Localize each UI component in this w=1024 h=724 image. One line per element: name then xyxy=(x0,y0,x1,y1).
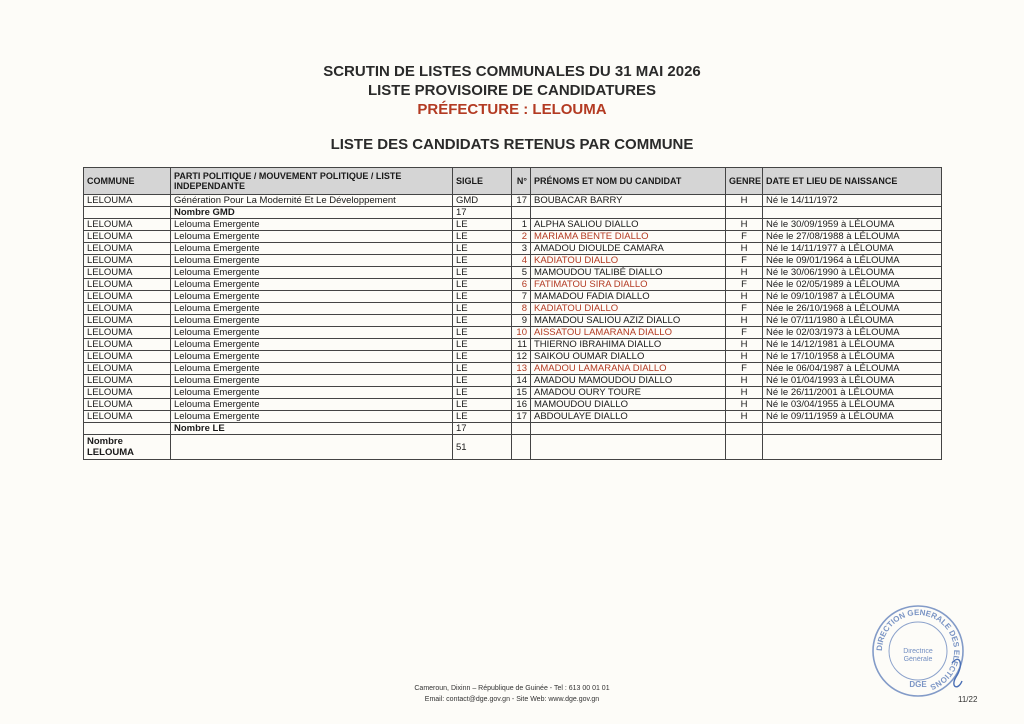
cell-commune: LELOUMA xyxy=(84,303,171,315)
cell-commune: LELOUMA xyxy=(84,387,171,399)
cell-commune: LELOUMA xyxy=(84,243,171,255)
table-row xyxy=(84,279,942,291)
cell-no: 15 xyxy=(512,387,531,399)
cell-nom: FATIMATOU SIRA DIALLO xyxy=(531,279,726,291)
cell-no: 14 xyxy=(512,375,531,387)
cell-genre: H xyxy=(726,399,763,411)
cell-sigle: LE xyxy=(453,399,512,411)
table-row xyxy=(84,195,942,207)
cell-sigle: LE xyxy=(453,219,512,231)
cell-naissance: Née le 02/03/1973 à LÉLOUMA xyxy=(763,327,942,339)
cell-genre: H xyxy=(726,243,763,255)
cell-genre: H xyxy=(726,195,763,207)
cell-no: 2 xyxy=(512,231,531,243)
cell-genre: F xyxy=(726,255,763,267)
cell-naissance: Né le 09/10/1987 à LÉLOUMA xyxy=(763,291,942,303)
table-row xyxy=(84,375,942,387)
cell-sigle: LE xyxy=(453,351,512,363)
cell-nom: ABDOULAYE DIALLO xyxy=(531,411,726,423)
cell-genre: H xyxy=(726,339,763,351)
cell-parti: Lelouma Emergente xyxy=(171,375,453,387)
col-header-sigle: SIGLE xyxy=(453,168,512,195)
cell-naissance: Né le 30/06/1990 à LÉLOUMA xyxy=(763,267,942,279)
cell-nom: AMADOU DIOULDE CAMARA xyxy=(531,243,726,255)
cell-parti: Lelouma Emergente xyxy=(171,219,453,231)
cell-sigle: LE xyxy=(453,255,512,267)
cell-sigle: LE xyxy=(453,231,512,243)
cell-parti: Lelouma Emergente xyxy=(171,339,453,351)
cell-nom: MAMOUDOU TALIBÉ DIALLO xyxy=(531,267,726,279)
cell-commune: LELOUMA xyxy=(84,219,171,231)
cell-naissance: Née le 27/08/1988 à LÉLOUMA xyxy=(763,231,942,243)
cell-genre: H xyxy=(726,267,763,279)
cell-naissance: Né le 14/11/1977 à LÉLOUMA xyxy=(763,243,942,255)
cell-naissance: Née le 26/10/1968 à LÉLOUMA xyxy=(763,303,942,315)
cell-no: 12 xyxy=(512,351,531,363)
cell-sigle: GMD xyxy=(453,195,512,207)
table-row xyxy=(84,315,942,327)
stamp-bottom-text: DGE xyxy=(909,680,927,689)
list-subtitle: LISTE DES CANDIDATS RETENUS PAR COMMUNE xyxy=(330,136,694,153)
cell-commune: LELOUMA xyxy=(84,351,171,363)
cell-no: 11 xyxy=(512,339,531,351)
cell-genre: F xyxy=(726,327,763,339)
cell-commune: LELOUMA xyxy=(84,363,171,375)
table-row xyxy=(84,363,942,375)
cell-nom: AMADOU OURY TOURE xyxy=(531,387,726,399)
cell-nom: MAMADOU FADIA DIALLO xyxy=(531,291,726,303)
col-header-naissance: DATE ET LIEU DE NAISSANCE xyxy=(763,168,942,195)
cell-genre: F xyxy=(726,231,763,243)
cell-naissance: Né le 26/11/2001 à LÉLOUMA xyxy=(763,387,942,399)
cell-sigle: LE xyxy=(453,315,512,327)
cell-genre: H xyxy=(726,351,763,363)
cell-sigle: LE xyxy=(453,339,512,351)
subtotal-label: Nombre LE xyxy=(171,423,453,435)
cell-nom: SAIKOU OUMAR DIALLO xyxy=(531,351,726,363)
cell-sigle: LE xyxy=(453,267,512,279)
table-row xyxy=(84,387,942,399)
cell-naissance: Né le 07/11/1980 à LÉLOUMA xyxy=(763,315,942,327)
stamp-ring-text: DIRECTION GENERALE DES ELECTIONS xyxy=(874,607,962,692)
cell-sigle: LE xyxy=(453,327,512,339)
subtotal-count: 17 xyxy=(453,423,512,435)
cell-parti: Lelouma Emergente xyxy=(171,363,453,375)
cell-naissance: Né le 09/11/1959 à LÉLOUMA xyxy=(763,411,942,423)
cell-naissance: Né le 14/11/1972 xyxy=(763,195,942,207)
cell-sigle: LE xyxy=(453,363,512,375)
cell-nom: BOUBACAR BARRY xyxy=(531,195,726,207)
cell-commune: LELOUMA xyxy=(84,195,171,207)
subtotal-row xyxy=(84,207,942,219)
cell-genre: H xyxy=(726,315,763,327)
cell-nom: THIERNO IBRAHIMA DIALLO xyxy=(531,339,726,351)
cell-commune: LELOUMA xyxy=(84,327,171,339)
cell-commune: LELOUMA xyxy=(84,267,171,279)
table-row xyxy=(84,267,942,279)
cell-sigle: LE xyxy=(453,243,512,255)
footer-contact: Email: contact@dge.gov.gn - Site Web: www.dge.gov.gn xyxy=(424,696,600,703)
cell-sigle: LE xyxy=(453,411,512,423)
cell-naissance: Née le 02/05/1989 à LÉLOUMA xyxy=(763,279,942,291)
cell-no: 17 xyxy=(512,411,531,423)
cell-no: 1 xyxy=(512,219,531,231)
cell-parti: Lelouma Emergente xyxy=(171,291,453,303)
cell-commune: LELOUMA xyxy=(84,291,171,303)
table-row xyxy=(84,339,942,351)
cell-naissance: Née le 09/01/1964 à LÉLOUMA xyxy=(763,255,942,267)
table-row xyxy=(84,411,942,423)
cell-naissance: Né le 17/10/1958 à LÉLOUMA xyxy=(763,351,942,363)
cell-no: 4 xyxy=(512,255,531,267)
cell-genre: H xyxy=(726,291,763,303)
cell-no: 9 xyxy=(512,315,531,327)
table-row xyxy=(84,255,942,267)
cell-nom: MAMOUDOU DIALLO xyxy=(531,399,726,411)
table-row xyxy=(84,399,942,411)
cell-genre: F xyxy=(726,303,763,315)
page-footer xyxy=(0,683,1024,705)
cell-parti: Lelouma Emergente xyxy=(171,387,453,399)
cell-empty xyxy=(84,423,171,435)
cell-no: 8 xyxy=(512,303,531,315)
cell-no: 7 xyxy=(512,291,531,303)
col-header-commune: COMMUNE xyxy=(84,168,171,195)
cell-nom: AMADOU MAMOUDOU DIALLO xyxy=(531,375,726,387)
cell-naissance: Né le 01/04/1993 à LÉLOUMA xyxy=(763,375,942,387)
cell-nom: KADIATOU DIALLO xyxy=(531,255,726,267)
cell-nom: AMADOU LAMARANA DIALLO xyxy=(531,363,726,375)
cell-sigle: LE xyxy=(453,303,512,315)
cell-nom: MAMADOU SALIOU AZIZ DIALLO xyxy=(531,315,726,327)
table-row xyxy=(84,291,942,303)
cell-parti: Lelouma Emergente xyxy=(171,231,453,243)
cell-commune: LELOUMA xyxy=(84,255,171,267)
cell-parti: Lelouma Emergente xyxy=(171,399,453,411)
cell-empty xyxy=(531,207,726,219)
total-count: 51 xyxy=(453,435,512,460)
cell-sigle: LE xyxy=(453,387,512,399)
cell-commune: LELOUMA xyxy=(84,279,171,291)
cell-empty xyxy=(531,435,726,460)
col-header-no: N° xyxy=(512,168,531,195)
table-row xyxy=(84,303,942,315)
cell-sigle: LE xyxy=(453,279,512,291)
table-row xyxy=(84,231,942,243)
cell-empty xyxy=(512,423,531,435)
cell-genre: H xyxy=(726,387,763,399)
cell-genre: H xyxy=(726,411,763,423)
stamp-center-line-2: Générale xyxy=(903,656,933,663)
cell-commune: LELOUMA xyxy=(84,399,171,411)
cell-naissance: Né le 14/12/1981 à LÉLOUMA xyxy=(763,339,942,351)
table-row xyxy=(84,327,942,339)
cell-nom: ALPHA SALIOU DIALLO xyxy=(531,219,726,231)
title-line-1: SCRUTIN DE LISTES COMMUNALES DU 31 MAI 2026 xyxy=(323,63,701,80)
subtotal-label: Nombre GMD xyxy=(171,207,453,219)
cell-no: 13 xyxy=(512,363,531,375)
table-row xyxy=(84,351,942,363)
cell-no: 6 xyxy=(512,279,531,291)
col-header-parti: PARTI POLITIQUE / MOUVEMENT POLITIQUE / LISTE INDEPENDANTE xyxy=(171,168,453,195)
table-header-row xyxy=(84,168,942,195)
title-line-2: LISTE PROVISOIRE DE CANDIDATURES xyxy=(367,82,657,99)
cell-commune: LELOUMA xyxy=(84,339,171,351)
cell-empty xyxy=(512,207,531,219)
cell-genre: H xyxy=(726,375,763,387)
table-row xyxy=(84,219,942,231)
cell-naissance: Né le 30/09/1959 à LÉLOUMA xyxy=(763,219,942,231)
cell-nom: KADIATOU DIALLO xyxy=(531,303,726,315)
total-row xyxy=(84,435,942,460)
cell-sigle: LE xyxy=(453,291,512,303)
cell-empty xyxy=(763,435,942,460)
footer-address: Cameroun, Dixinn – République de Guinée - Tel : 613 00 01 01 xyxy=(414,685,610,692)
cell-naissance: Né le 03/04/1955 à LÉLOUMA xyxy=(763,399,942,411)
cell-empty xyxy=(512,435,531,460)
cell-empty xyxy=(763,207,942,219)
cell-no: 5 xyxy=(512,267,531,279)
cell-parti: Lelouma Emergente xyxy=(171,255,453,267)
cell-empty xyxy=(763,423,942,435)
prefecture-title: PRÉFECTURE : LELOUMA xyxy=(417,101,607,118)
cell-genre: H xyxy=(726,219,763,231)
cell-commune: LELOUMA xyxy=(84,411,171,423)
cell-parti: Lelouma Emergente xyxy=(171,279,453,291)
cell-parti: Lelouma Emergente xyxy=(171,315,453,327)
cell-parti: Lelouma Emergente xyxy=(171,243,453,255)
cell-sigle: LE xyxy=(453,375,512,387)
cell-empty xyxy=(531,423,726,435)
cell-parti: Lelouma Emergente xyxy=(171,303,453,315)
cell-parti: Lelouma Emergente xyxy=(171,267,453,279)
cell-genre: F xyxy=(726,363,763,375)
subtotal-row xyxy=(84,423,942,435)
cell-commune: LELOUMA xyxy=(84,375,171,387)
cell-empty xyxy=(84,207,171,219)
cell-no: 17 xyxy=(512,195,531,207)
cell-commune: LELOUMA xyxy=(84,231,171,243)
table-row xyxy=(84,243,942,255)
total-label: Nombre LELOUMA xyxy=(84,435,171,460)
cell-parti: Lelouma Emergente xyxy=(171,351,453,363)
cell-naissance: Née le 06/04/1987 à LÉLOUMA xyxy=(763,363,942,375)
cell-no: 3 xyxy=(512,243,531,255)
candidates-table xyxy=(83,167,942,460)
subtotal-count: 17 xyxy=(453,207,512,219)
cell-nom: AISSATOU LAMARANA DIALLO xyxy=(531,327,726,339)
page-number: 11/22 xyxy=(958,695,978,704)
cell-parti: Génération Pour La Modernité Et Le Développement xyxy=(171,195,453,207)
cell-genre: F xyxy=(726,279,763,291)
cell-parti: Lelouma Emergente xyxy=(171,327,453,339)
cell-no: 16 xyxy=(512,399,531,411)
cell-empty xyxy=(726,423,763,435)
cell-parti: Lelouma Emergente xyxy=(171,411,453,423)
col-header-genre: GENRE xyxy=(726,168,763,195)
cell-empty xyxy=(171,435,453,460)
document-title-block xyxy=(0,62,1024,119)
cell-nom: MARIAMA BENTE DIALLO xyxy=(531,231,726,243)
cell-commune: LELOUMA xyxy=(84,315,171,327)
cell-no: 10 xyxy=(512,327,531,339)
cell-empty xyxy=(726,435,763,460)
stamp-center-line-1: Directrice xyxy=(903,648,933,655)
col-header-nom: PRÉNOMS ET NOM DU CANDIDAT xyxy=(531,168,726,195)
cell-empty xyxy=(726,207,763,219)
